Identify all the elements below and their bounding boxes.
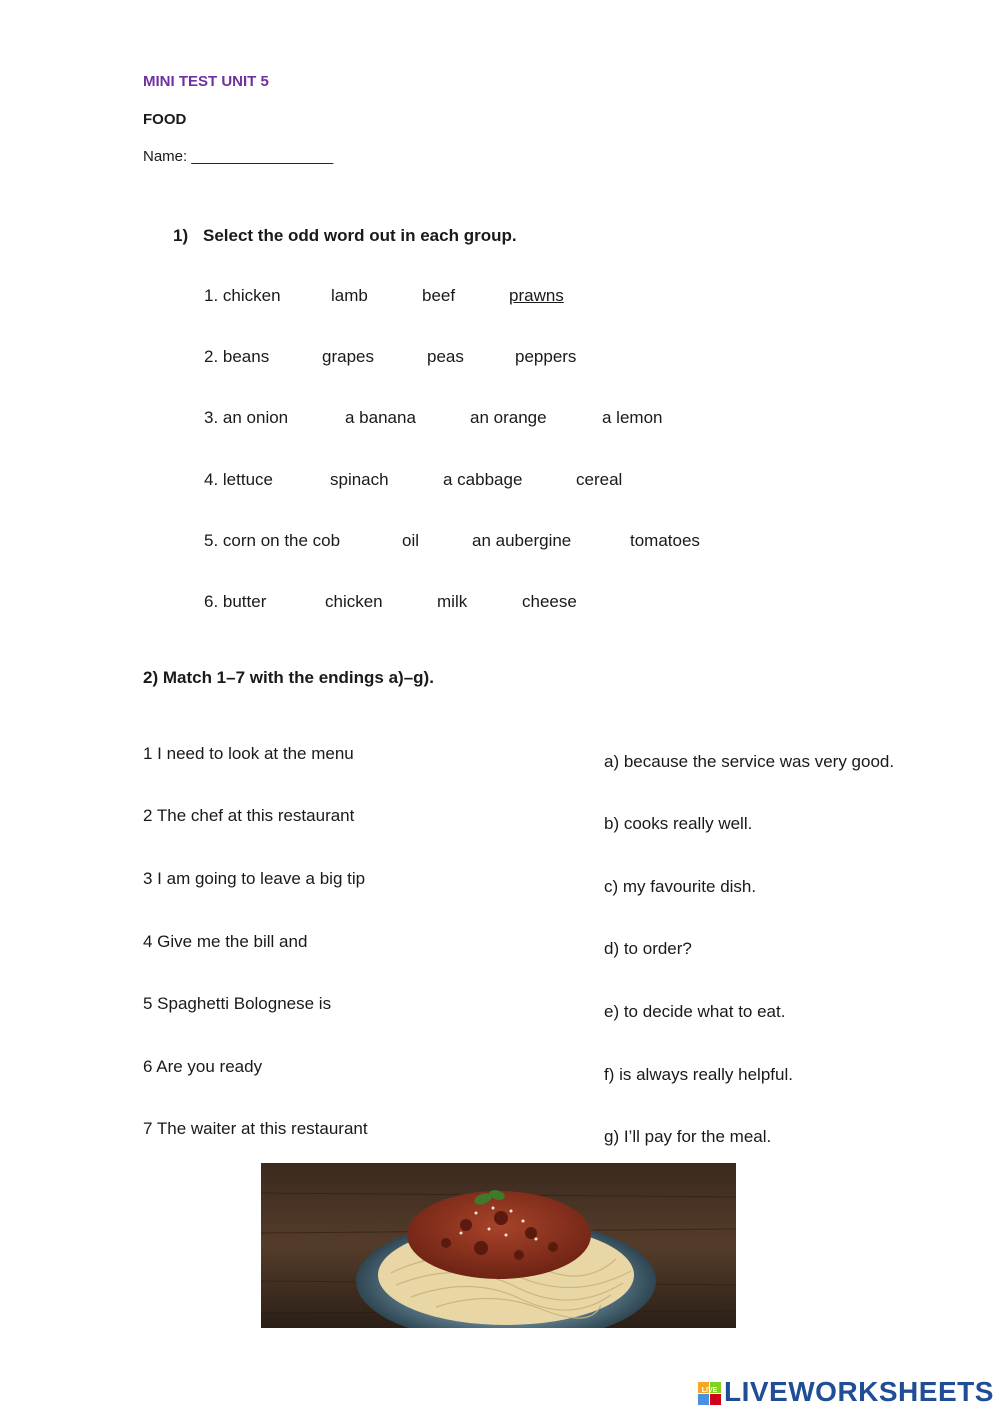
sentence-beginning[interactable]: 7 The waiter at this restaurant [143,1119,368,1138]
word-option[interactable]: a cabbage [443,470,523,489]
sentence-ending[interactable]: a) because the service was very good. [604,752,895,771]
word-option[interactable]: lamb [331,286,368,305]
word-option[interactable]: milk [437,592,468,611]
sentence-ending[interactable]: b) cooks really well. [604,814,753,833]
sentence-beginning[interactable]: 2 The chef at this restaurant [143,806,355,825]
word-option[interactable]: an aubergine [472,531,572,550]
sentence-ending[interactable]: c) my favourite dish. [604,877,757,896]
word-option[interactable]: an orange [470,408,547,427]
test-subtitle: FOOD [143,111,187,128]
spaghetti-bolognese-photo [261,1163,736,1328]
sentence-ending[interactable]: g) I’ll pay for the meal. [604,1127,772,1146]
liveworksheets-logo-text: LIVEWORKSHEETS [724,1376,994,1407]
exercise-1-number: 1) [173,226,189,245]
sentence-beginning[interactable]: 5 Spaghetti Bolognese is [143,994,332,1013]
word-option[interactable]: grapes [322,347,374,366]
word-option-selected[interactable]: prawns [509,286,564,305]
word-option[interactable]: tomatoes [630,531,700,550]
group-label: 5. corn on the cob [204,531,341,550]
word-option[interactable]: beef [422,286,456,305]
word-option[interactable]: cheese [522,592,577,611]
word-option[interactable]: peppers [515,347,577,366]
group-label: 3. an onion [204,408,289,427]
group-label: 6. butter [204,592,267,611]
word-option[interactable]: a lemon [602,408,663,427]
sentence-ending[interactable]: f) is always really helpful. [604,1065,793,1084]
group-label: 4. lettuce [204,470,273,489]
word-option[interactable]: spinach [330,470,389,489]
group-label: 2. beans [204,347,270,366]
word-option[interactable]: cereal [576,470,623,489]
sentence-beginning[interactable]: 1 I need to look at the menu [143,744,354,763]
sentence-beginning[interactable]: 4 Give me the bill and [143,932,308,951]
liveworksheets-logo-icon [698,1378,722,1410]
logo-badge-text: LIVE [701,1387,718,1394]
sentence-beginning[interactable]: 3 I am going to leave a big tip [143,869,366,888]
sentence-ending[interactable]: d) to order? [604,939,692,958]
exercise-1-text: Select the odd word out in each group. [203,226,517,245]
exercise-2-instruction: 2) Match 1–7 with the endings a)–g). [143,668,434,687]
word-option[interactable]: peas [427,347,464,366]
test-title: MINI TEST UNIT 5 [143,73,269,90]
spaghetti-plate-illustration [261,1163,736,1328]
word-option[interactable]: a banana [345,408,416,427]
group-label: 1. chicken [204,286,281,305]
sentence-ending[interactable]: e) to decide what to eat. [604,1002,786,1021]
exercise-1-instruction [173,226,517,246]
word-option[interactable]: chicken [325,592,383,611]
name-field-label: Name: _________________ [143,148,334,165]
word-option[interactable]: oil [402,531,420,550]
sentence-beginning[interactable]: 6 Are you ready [143,1057,263,1076]
